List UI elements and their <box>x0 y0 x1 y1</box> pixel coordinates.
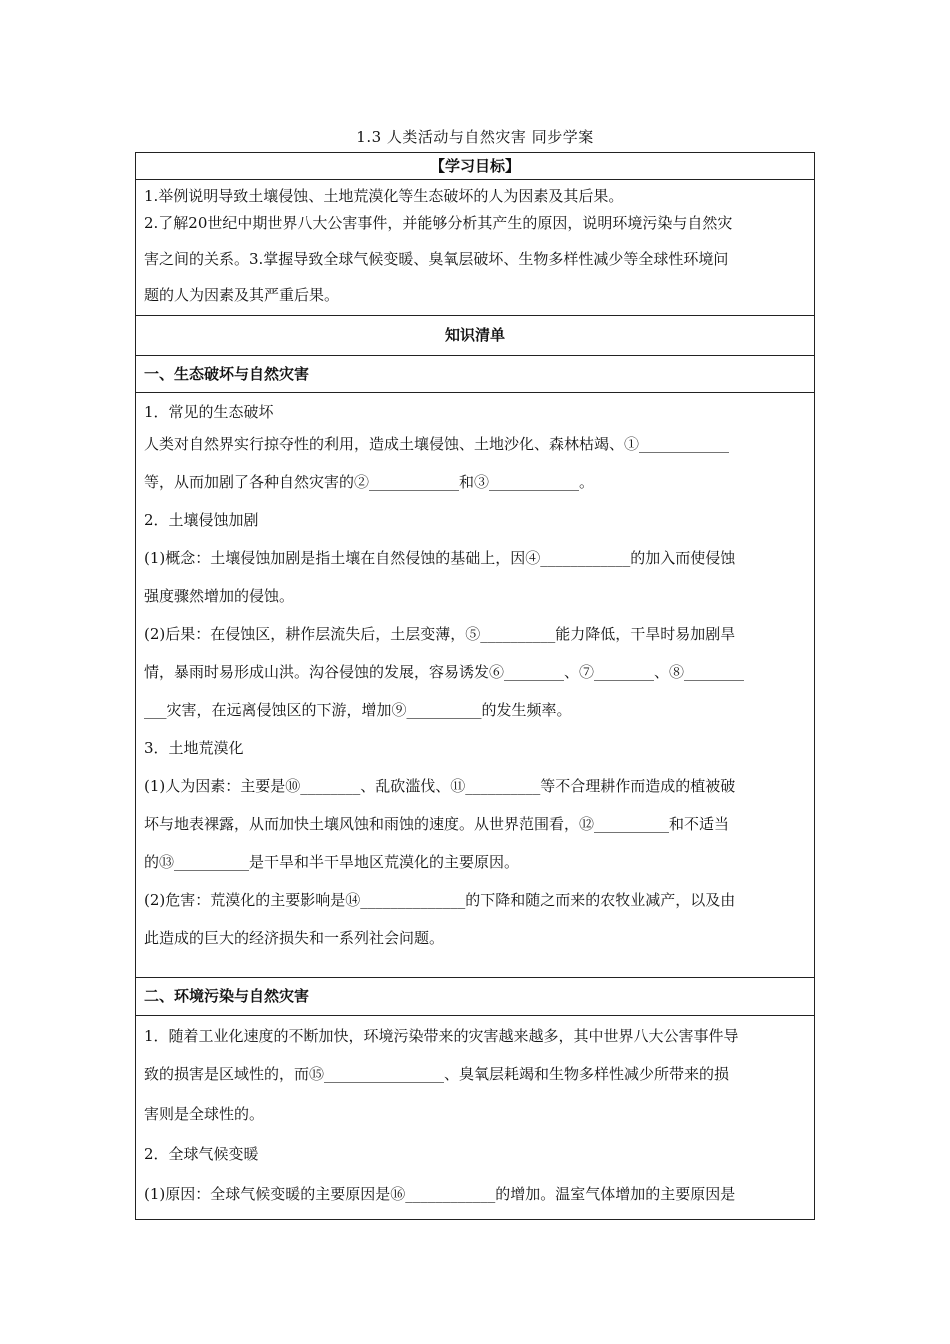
section2-body <box>136 1016 814 1219</box>
text-line: 等，从而加剧了各种自然灾害的②____________和③____________。 <box>144 473 595 491</box>
text-line: 致的损害是区域性的，而⑮________________、臭氧层耗竭和生物多样性减少所带来的损 <box>144 1065 730 1083</box>
text-line: 害则是全球性的。 <box>144 1105 265 1123</box>
text-line: (1)概念：土壤侵蚀加剧是指土壤在自然侵蚀的基础上，因④____________的加入而使侵蚀 <box>144 549 736 567</box>
objectives-header: 【学习目标】 <box>136 153 814 180</box>
text-line: (2)后果：在侵蚀区，耕作层流失后，土层变薄，⑤__________能力降低，干旱时易加剧旱 <box>144 625 736 643</box>
text-line: (1)人为因素：主要是⑩________、乱砍滥伐、⑪__________等不合理耕作而造成的植被破 <box>144 777 736 795</box>
objectives-cell <box>136 180 814 316</box>
text-line: 2．土壤侵蚀加剧 <box>144 511 259 529</box>
objective-line: 题的人为因素及其严重后果。 <box>144 286 340 304</box>
text-line: 人类对自然界实行掠夺性的利用，造成土壤侵蚀、土地沙化、森林枯竭、①____________ <box>144 435 730 453</box>
text-line: 情，暴雨时易形成山洪。沟谷侵蚀的发展，容易诱发⑥________、⑦________、⑧________ <box>144 663 745 681</box>
text-line: 1．随着工业化速度的不断加快，环境污染带来的灾害越来越多，其中世界八大公害事件导 <box>144 1027 739 1045</box>
text-line: ___灾害，在远离侵蚀区的下游，增加⑨__________的发生频率。 <box>144 701 572 719</box>
objective-line: 害之间的关系。3.掌握导致全球气候变暖、臭氧层破坏、生物多样性减少等全球性环境问 <box>144 250 729 268</box>
page-title: 1.3 人类活动与自然灾害 同步学案 <box>356 128 594 146</box>
text-line: 坏与地表裸露，从而加快土壤风蚀和雨蚀的速度。从世界范围看，⑫__________和不适当 <box>144 815 730 833</box>
text-line: (1)原因：全球气候变暖的主要原因是⑯____________的增加。温室气体增加的主要原因是 <box>144 1185 736 1203</box>
text-line: 2．全球气候变暖 <box>144 1145 259 1163</box>
worksheet-table <box>135 152 815 1220</box>
section2-title: 二、环境污染与自然灾害 <box>136 978 814 1016</box>
text-line: 3．土地荒漠化 <box>144 739 244 757</box>
text-line: (2)危害：荒漠化的主要影响是⑭______________的下降和随之而来的农牧业减产，以及由 <box>144 891 736 909</box>
section1-title: 一、生态破坏与自然灾害 <box>136 356 814 393</box>
text-line: 1．常见的生态破坏 <box>144 403 274 421</box>
objective-line: 2.了解20世纪中期世界八大公害事件，并能够分析其产生的原因，说明环境污染与自然灾 <box>144 214 733 232</box>
text-line: 此造成的巨大的经济损失和一系列社会问题。 <box>144 929 445 947</box>
text-line: 强度骤然增加的侵蚀。 <box>144 587 295 605</box>
knowledge-header: 知识清单 <box>136 316 814 356</box>
text-line: 的⑬__________是干旱和半干旱地区荒漠化的主要原因。 <box>144 853 520 871</box>
section1-body <box>136 393 814 978</box>
objective-line: 1.举例说明导致土壤侵蚀、土地荒漠化等生态破坏的人为因素及其后果。 <box>144 187 624 205</box>
